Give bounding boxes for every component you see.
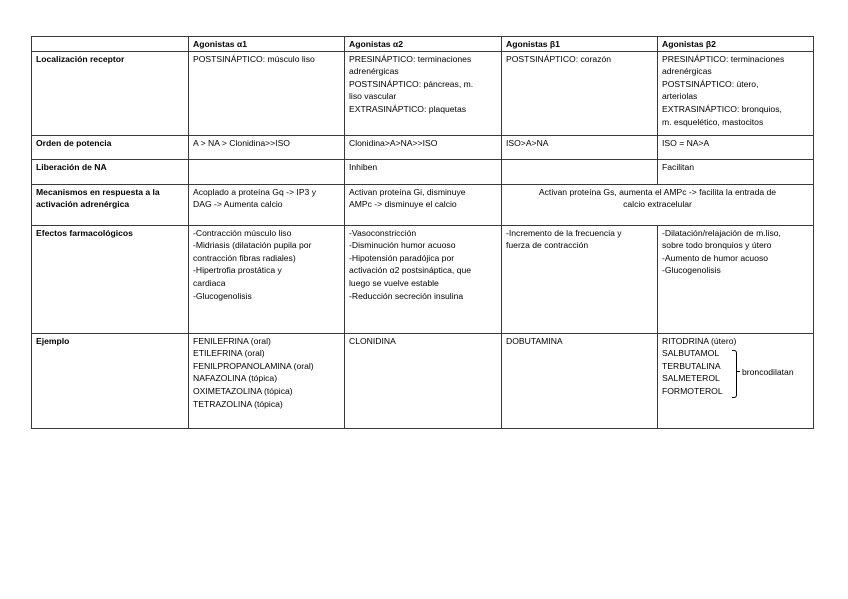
cell-line: -Glucogenolisis: [193, 290, 252, 301]
cell-localizacion-alpha2: [345, 51, 502, 135]
cell-line: sobre todo bronquios y útero: [662, 240, 772, 251]
cell-efectos-beta2: [658, 225, 814, 333]
cell-liberacion-beta2: [658, 159, 814, 184]
cell-line: Acoplado a proteína Gq -> IP3 y: [193, 186, 317, 197]
cell-line: arteriolas: [662, 91, 698, 102]
cell-efectos-beta1: [502, 225, 658, 333]
column-header-alpha2: Agonistas α2: [345, 37, 502, 52]
cell-line: -Glucogenolisis: [662, 265, 721, 276]
brace-label: broncodilatan: [742, 367, 794, 378]
cell-line: fuerza de contracción: [506, 240, 589, 251]
cell-liberacion-beta1: [502, 159, 658, 184]
cell-line: EXTRASINÁPTICO: bronquios,: [662, 103, 782, 114]
cell-line: Inhiben: [349, 161, 378, 172]
cell-line: calcio extracelular: [623, 199, 692, 210]
cell-line: PRESINÁPTICO: terminaciones: [662, 53, 785, 64]
column-header-beta1: Agonistas β1: [502, 37, 658, 52]
cell-line: FENILEFRINA (oral): [193, 335, 271, 346]
cell-line: OXIMETAZOLINA (tópica): [193, 385, 293, 396]
cell-liberacion-alpha2: [345, 159, 502, 184]
cell-line: ISO = NA>A: [662, 137, 710, 148]
cell-line: AMPc -> disminuye el calcio: [349, 199, 457, 210]
cell-line: TETRAZOLINA (tópica): [193, 398, 283, 409]
cell-line: FORMOTEROL: [662, 385, 723, 396]
cell-line: contracción fibras radiales): [193, 252, 296, 263]
cell-line: -Midriasis (dilatación pupila por: [193, 240, 312, 251]
cell-line: -Dilatación/relajación de m.liso,: [662, 227, 781, 238]
cell-line: adrenérgicas: [662, 66, 712, 77]
brace-tip: [737, 371, 740, 372]
cell-potencia-alpha2: [345, 135, 502, 159]
cell-mecanismos-alpha2: [345, 184, 502, 225]
row-header-efectos: Efectos farmacológicos: [32, 225, 189, 333]
cell-localizacion-alpha1: [189, 51, 345, 135]
row-header-mecanismos: [32, 184, 189, 225]
cell-line: DAG -> Aumenta calcio: [193, 199, 283, 210]
document-page: [31, 36, 813, 429]
table-header-row: [32, 37, 814, 52]
row-header-orden-potencia: Orden de potencia: [32, 135, 189, 159]
cell-line: TERBUTALINA: [662, 360, 721, 371]
cell-localizacion-beta2: [658, 51, 814, 135]
cell-efectos-alpha1: [189, 225, 345, 333]
cell-line: DOBUTAMINA: [506, 335, 563, 346]
cell-line: A > NA > Clonidina>>ISO: [193, 137, 290, 148]
cell-line: POSTSINÁPTICO: páncreas, m.: [349, 78, 474, 89]
cell-line: SALMETEROL: [662, 373, 720, 384]
adrenergic-agonists-table: [31, 36, 814, 429]
cell-mecanismos-alpha1: [189, 184, 345, 225]
cell-line: Activan proteína Gs, aumenta el AMPc -> facilita la entrada de: [538, 186, 777, 197]
cell-line: Facilitan: [662, 161, 694, 172]
cell-potencia-beta1: [502, 135, 658, 159]
cell-line: Clonidina>A>NA>>ISO: [349, 137, 438, 148]
cell-line: luego se vuelve estable: [349, 277, 439, 288]
cell-line: EXTRASINÁPTICO: plaquetas: [349, 103, 467, 114]
cell-line: ISO>A>NA: [506, 137, 549, 148]
cell-liberacion-alpha1: [189, 159, 345, 184]
cell-line: SALBUTAMOL: [662, 348, 720, 359]
row-header-liberacion-na: Liberación de NA: [32, 159, 189, 184]
cell-ejemplo-beta2: [658, 333, 814, 428]
cell-line: RITODRINA (útero): [662, 335, 737, 346]
cell-line: liso vascular: [349, 91, 397, 102]
cell-ejemplo-beta1: [502, 333, 658, 428]
cell-potencia-beta2: [658, 135, 814, 159]
cell-ejemplo-alpha1: [189, 333, 345, 428]
cell-efectos-alpha2: [345, 225, 502, 333]
column-header-beta2: Agonistas β2: [658, 37, 814, 52]
cell-line: -Disminución humor acuoso: [349, 240, 456, 251]
cell-line: -Aumento de humor acuoso: [662, 252, 769, 263]
cell-line: CLONIDINA: [349, 335, 396, 346]
row-header-ejemplo: Ejemplo: [32, 333, 189, 428]
cell-ejemplo-alpha2: [345, 333, 502, 428]
bronchodilator-group: [662, 347, 809, 397]
table-row: [32, 333, 814, 428]
cell-line: -Reducción secreción insulina: [349, 290, 464, 301]
table-row: [32, 159, 814, 184]
row-header-line: activación adrenérgica: [36, 199, 130, 210]
curly-brace-icon: [732, 350, 737, 398]
table-row: [32, 135, 814, 159]
cell-line: -Contracción músculo liso: [193, 227, 292, 238]
cell-line: PRESINÁPTICO: terminaciones: [349, 53, 472, 64]
cell-line: -Hipotensión paradójica por: [349, 252, 455, 263]
cell-line: -Incremento de la frecuencia y: [506, 227, 622, 238]
cell-line: FENILPROPANOLAMINA (oral): [193, 360, 314, 371]
cell-line: NAFAZOLINA (tópica): [193, 373, 278, 384]
cell-mecanismos-beta-merged: [502, 184, 814, 225]
cell-line: adrenérgicas: [349, 66, 399, 77]
column-header-alpha1: Agonistas α1: [189, 37, 345, 52]
cell-line: activación α2 postsináptica, que: [349, 265, 472, 276]
row-header-localizacion: Localización receptor: [32, 51, 189, 135]
table-row: [32, 51, 814, 135]
cell-line: POSTSINÁPTICO: músculo liso: [193, 53, 315, 64]
cell-potencia-alpha1: [189, 135, 345, 159]
cell-line: ETILEFRINA (oral): [193, 348, 265, 359]
cell-localizacion-beta1: [502, 51, 658, 135]
row-header-line: Mecanismos en respuesta a la: [36, 186, 160, 197]
cell-line: POSTSINÁPTICO: corazón: [506, 53, 612, 64]
cell-line: POSTSINÁPTICO: útero,: [662, 78, 759, 89]
cell-line: -Vasoconstricción: [349, 227, 417, 238]
table-row: [32, 184, 814, 225]
table-row: [32, 225, 814, 333]
header-corner-cell: [32, 37, 189, 52]
cell-line: m. esquelético, mastocitos: [662, 116, 764, 127]
cell-line: Activan proteína Gi, disminuye: [349, 186, 466, 197]
cell-line: -Hipertrofia prostática y: [193, 265, 282, 276]
cell-line: cardiaca: [193, 277, 226, 288]
